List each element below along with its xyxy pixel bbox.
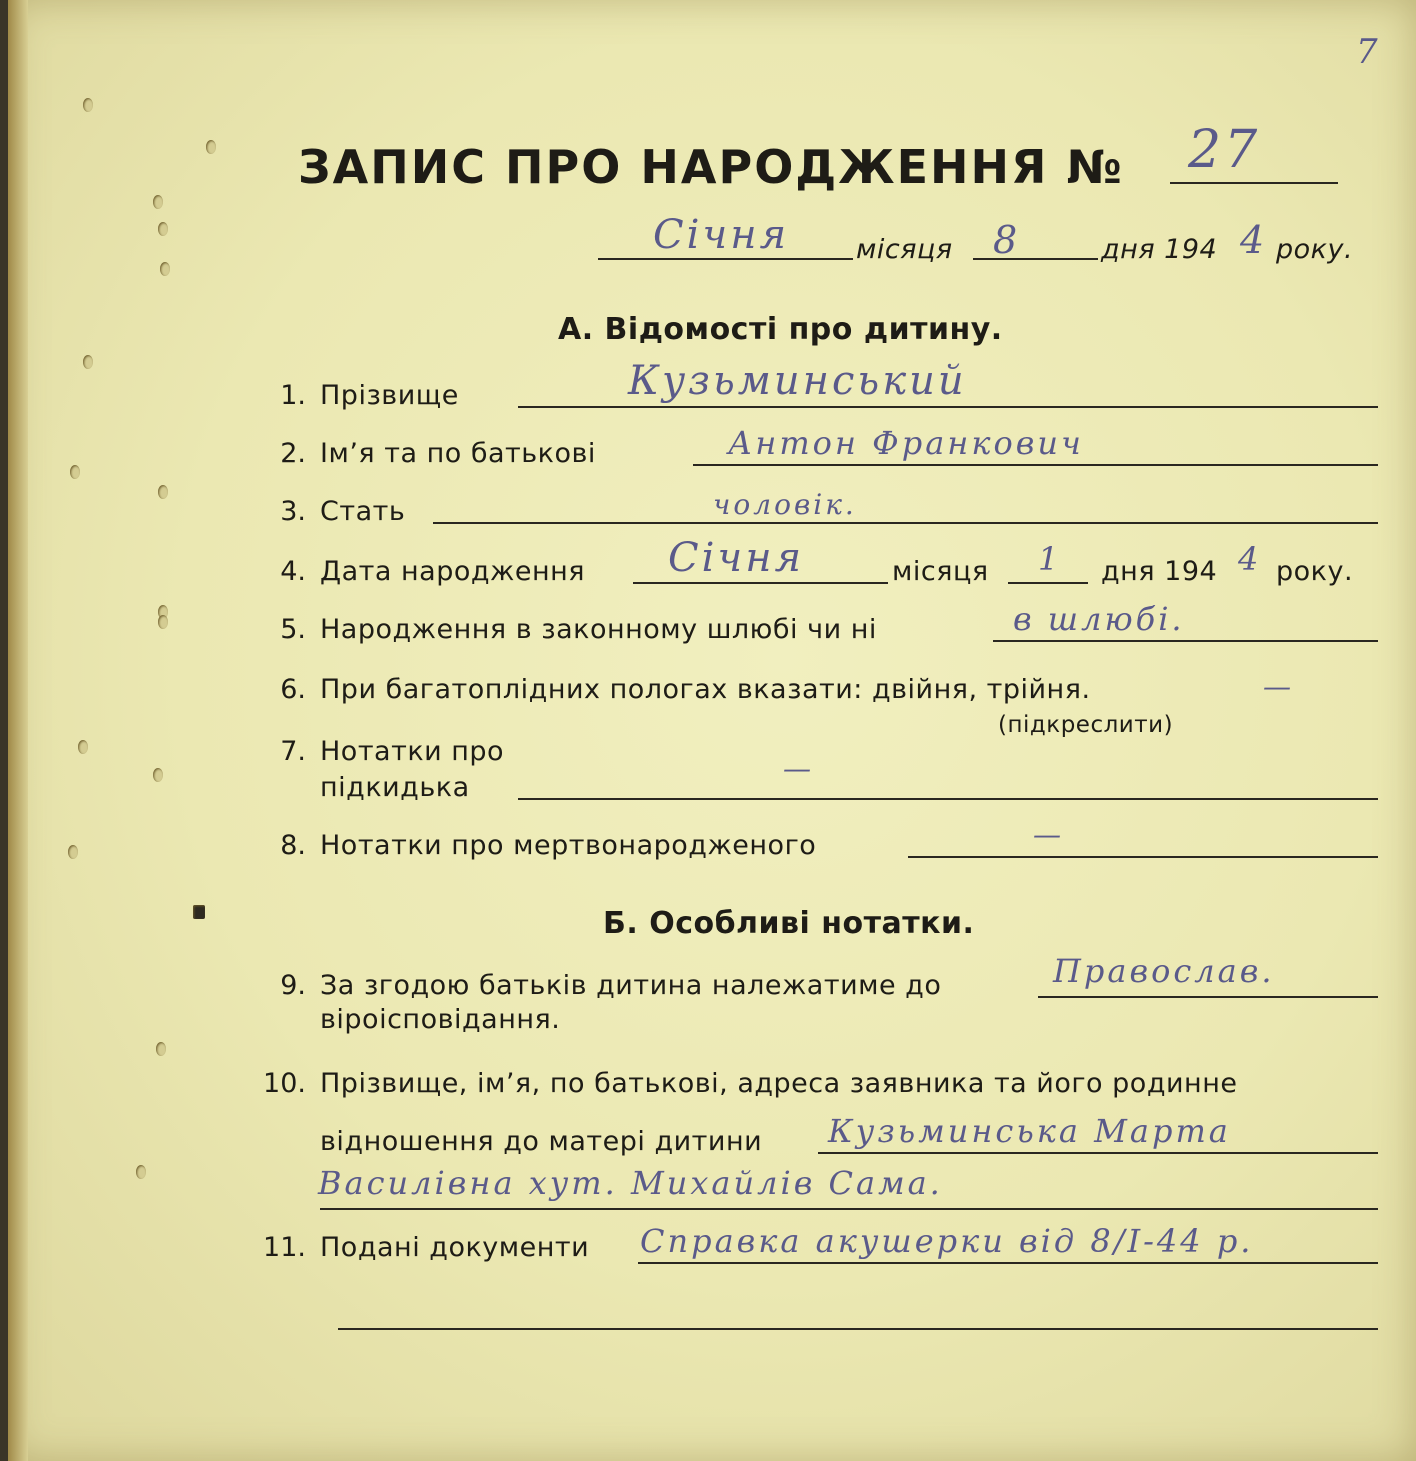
birth-day-line (1008, 582, 1088, 584)
field-number: 3. (280, 496, 306, 527)
binder-hole (83, 355, 93, 369)
day-label: дня 194 (1101, 234, 1218, 265)
binder-hole (158, 222, 168, 236)
birth-date-label: Дата народження (320, 556, 586, 587)
birth-month-line (633, 582, 888, 584)
birth-day-label: дня 194 (1101, 556, 1218, 587)
month-label: місяця (856, 234, 953, 265)
year-label: року. (1276, 234, 1354, 265)
applicant-label-line1: Прізвище, ім’я, по батькові, адреса заявника та його родинне (320, 1068, 1238, 1099)
month-line (598, 258, 853, 260)
multiple-birth-value: — (1263, 670, 1294, 703)
foundling-line (518, 798, 1378, 800)
applicant-label-line2: відношення до матері дитини (320, 1126, 763, 1157)
multiple-birth-hint: (підкреслити) (998, 712, 1174, 738)
registration-month: Січня (653, 212, 790, 258)
birth-year-label: року. (1276, 556, 1354, 587)
field-number: 8. (280, 830, 306, 861)
field-number: 2. (280, 438, 306, 469)
marriage-label: Народження в законному шлюбі чи ні (320, 614, 877, 645)
marriage-value: в шлюбі. (1013, 600, 1185, 638)
field-number: 11. (263, 1232, 306, 1263)
documents-extra-line (338, 1328, 1378, 1330)
number-line (1170, 182, 1338, 184)
documents-label: Подані документи (320, 1232, 590, 1263)
registration-year: 4 (1240, 218, 1268, 262)
binder-hole (68, 845, 78, 859)
sex-value: чоловік. (713, 488, 857, 521)
registration-day: 8 (993, 218, 1021, 262)
birth-day-value: 1 (1038, 540, 1062, 578)
field-number: 6. (280, 674, 306, 705)
field-number: 9. (280, 970, 306, 1001)
name-patronymic-label: Ім’я та по батькові (320, 438, 596, 469)
applicant-line2 (320, 1208, 1378, 1210)
stillborn-value: — (1033, 818, 1064, 851)
binder-hole (153, 195, 163, 209)
section-a-heading: А. Відомості про дитину. (558, 312, 1003, 347)
sex-label: Стать (320, 496, 406, 527)
surname-line (518, 406, 1378, 408)
binder-hole (83, 98, 93, 112)
binder-hole (70, 465, 80, 479)
field-number: 1. (280, 380, 306, 411)
foundling-value: — (783, 752, 814, 785)
binder-hole (153, 768, 163, 782)
applicant-value-line1: Кузьминська Марта (828, 1112, 1231, 1150)
stillborn-line (908, 856, 1378, 858)
sex-line (433, 522, 1378, 524)
foundling-label-line1: Нотатки про (320, 736, 505, 767)
multiple-birth-label: При багатоплідних пологах вказати: двійня, трійня. (320, 674, 1091, 705)
binder-hole (78, 740, 88, 754)
religion-value: Православ. (1053, 952, 1275, 990)
page-edge (8, 0, 28, 1461)
binder-hole (206, 140, 216, 154)
corner-mark: 7 (1356, 32, 1381, 72)
birth-month-value: Січня (668, 535, 805, 581)
birth-record-page (8, 0, 1416, 1461)
documents-line (638, 1262, 1378, 1264)
record-number: 27 (1188, 120, 1261, 180)
field-number: 4. (280, 556, 306, 587)
name-line (693, 464, 1378, 466)
religion-line (1038, 996, 1378, 998)
binder-hole (160, 262, 170, 276)
section-b-heading: Б. Особливі нотатки. (603, 906, 975, 941)
documents-value: Справка акушерки від 8/І-44 р. (640, 1222, 1254, 1260)
document-title: ЗАПИС ПРО НАРОДЖЕННЯ № (298, 140, 1124, 194)
stillborn-label: Нотатки про мертвонародженого (320, 830, 817, 861)
foundling-label-line2: підкидька (320, 772, 470, 803)
day-line (973, 258, 1098, 260)
binder-hole (156, 1042, 166, 1056)
birth-year-value: 4 (1238, 540, 1262, 578)
binder-hole (136, 1165, 146, 1179)
religion-label-line1: За згодою батьків дитина належатиме до (320, 970, 942, 1001)
surname-value: Кузьминський (628, 358, 967, 404)
field-number: 10. (263, 1068, 306, 1099)
religion-label-line2: віроісповідання. (320, 1004, 561, 1035)
applicant-line1 (818, 1152, 1378, 1154)
surname-label: Прізвище (320, 380, 459, 411)
name-patronymic-value: Антон Франкович (728, 424, 1084, 462)
field-number: 5. (280, 614, 306, 645)
binder-hole (158, 485, 168, 499)
marriage-line (993, 640, 1378, 642)
field-number: 7. (280, 736, 306, 767)
applicant-value-line2: Василівна хут. Михайлів Сама. (318, 1164, 943, 1202)
birth-month-label: місяця (892, 556, 989, 587)
binder-hole (158, 615, 168, 629)
binder-hole (193, 905, 205, 919)
